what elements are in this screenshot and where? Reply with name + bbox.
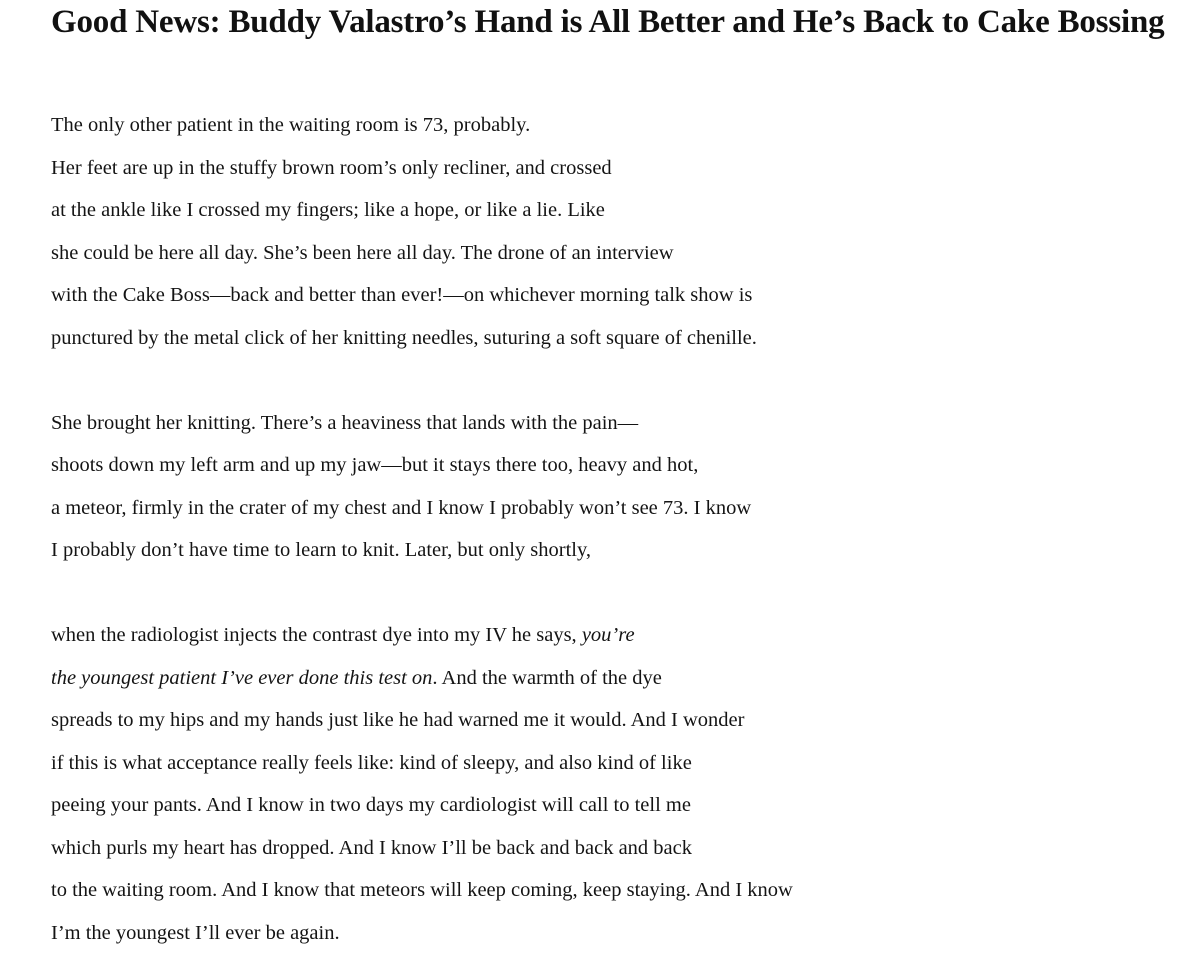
poem-line: I probably don’t have time to learn to knit. Later, but only shortly, — [51, 539, 592, 561]
poem-line — [51, 614, 1151, 657]
poem-line — [51, 657, 1151, 700]
poem-line: Her feet are up in the stuffy brown room’s only recliner, and crossed — [51, 156, 612, 179]
stanza-break — [51, 572, 1151, 615]
poem-italic-text: you’re — [581, 624, 635, 646]
poem-body — [51, 104, 1151, 954]
poem-title: Good News: Buddy Valastro’s Hand is All Better and He’s Back to Cake Bossing — [51, 4, 1165, 40]
poem-line: The only other patient in the waiting room is 73, probably. — [51, 114, 531, 136]
poem-line: to the waiting room. And I know that meteors will keep coming, keep staying. And I know — [51, 879, 793, 901]
poem-line: peeing your pants. And I know in two days my cardiologist will call to tell me — [51, 794, 691, 816]
poem-line: shoots down my left arm and up my jaw—but it stays there too, heavy and hot, — [51, 454, 699, 476]
poem-line: punctured by the metal click of her knitting needles, suturing a soft square of chenille. — [51, 326, 757, 349]
poem-italic-text: the youngest patient I’ve ever done this test on — [51, 666, 433, 689]
poem-line: which purls my heart has dropped. And I know I’ll be back and back and back — [51, 836, 693, 859]
stanza-break — [51, 359, 1151, 402]
stanza-1 — [51, 104, 1151, 359]
poem-text: . And the warmth of the dye — [432, 666, 662, 689]
poem-line: at the ankle like I crossed my fingers; like a hope, or like a lie. Like — [51, 199, 605, 221]
poem-line: she could be here all day. She’s been here all day. The drone of an interview — [51, 241, 674, 264]
poem-line: I’m the youngest I’ll ever be again. — [51, 921, 340, 944]
poem-line: a meteor, firmly in the crater of my chest and I know I probably won’t see 73. I know — [51, 496, 752, 519]
stanza-3 — [51, 614, 1151, 954]
poem-line: if this is what acceptance really feels like: kind of sleepy, and also kind of like — [51, 751, 692, 774]
poem-line: She brought her knitting. There’s a heaviness that lands with the pain— — [51, 411, 639, 434]
poem-text: when the radiologist injects the contrast dye into my IV he says, — [51, 624, 582, 646]
stanza-2 — [51, 402, 1151, 572]
poem-line: spreads to my hips and my hands just like he had warned me it would. And I wonder — [51, 709, 745, 731]
poem-line: with the Cake Boss—back and better than ever!—on whichever morning talk show is — [51, 284, 753, 306]
